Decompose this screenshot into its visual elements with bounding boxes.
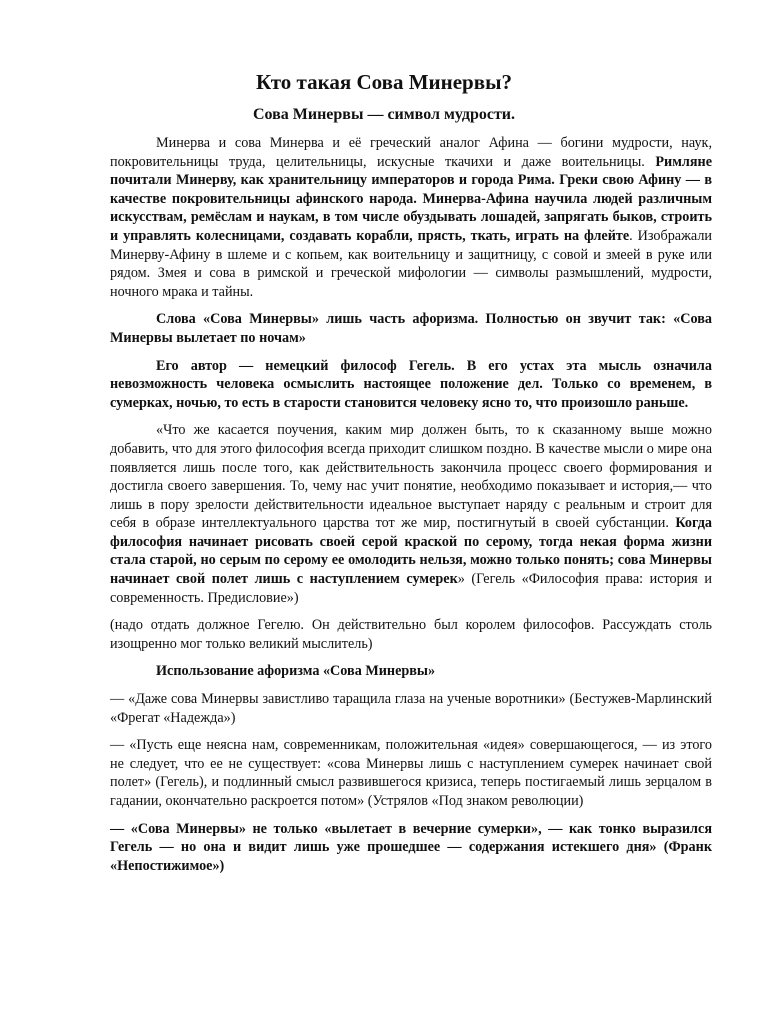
quote-frank: [110, 820, 712, 876]
paragraph-author: [110, 357, 712, 413]
page-subtitle: Сова Минервы — символ мудрости.: [252, 106, 516, 123]
quote-ustryalov: — «Пусть еще неясна нам, современникам, положительная «идея» совершающегося, — из этого не следует, что ее не существует: «сова Минервы лишь с наступлением сумерек начинает свой полет» (Гегель), и подлинный смысл развившегося кризиса, теперь постигаемый лишь зерцалом в гадании, окончательно раскроется потом» (Устрялов «Под знаком революции): [110, 737, 712, 809]
paragraph-author-bold: Его автор — немецкий философ Гегель. В его устах эта мысль означила невозможность человека осмыслить настоящее положение дел. Только со временем, в сумерках, ночью, то есть в старости становится человеку ясно то, что произошло раньше.: [110, 357, 712, 411]
paragraph-intro-text-a: Минерва и сова Минерва и её греческий аналог Афина — богини мудрости, наук, покровительницы труда, целительницы, искусные ткачихи и даже воительницы.: [110, 135, 712, 170]
paragraph-intro-bold: Римляне почитали Минерву, как хранительницу императоров и города Рима. Греки свою Афину — в качестве покровительницы афинского народа. Минерва-Афина научила людей различным искусствам, ремёслам и наукам, в том числе обуздывать лошадей, запрягать быков, строить и управлять колесницами, создавать корабли, прясть, ткать, играть на флейте: [110, 153, 712, 244]
section-heading-usage: Использование афоризма «Сова Минервы»: [156, 663, 436, 680]
paragraph-intro-text-c: . Изображали Минерву-Афину в шлеме и с копьем, как воительницу и защитницу, с совой и змеей в руке или рядом. Змея и сова в римской и греческой мифологии — символы размышлений, мудрости, ночного мрака и тайны.: [110, 227, 712, 300]
hegel-quote-bold: Когда философия начинает рисовать своей серой краской по серому, тогда некая форма жизни стала старой, но серым по серому ее омолодить нельзя, можно только понять; сова Минервы начинает свой полет лишь с наступлением сумерек: [110, 515, 712, 588]
paragraph-hegel-quote: [110, 421, 712, 607]
paragraph-intro: [110, 134, 712, 301]
paragraph-aphorism: [110, 310, 712, 347]
quote-frank-bold: — «Сова Минервы» не только «вылетает в вечерние сумерки», — как тонко выразился Гегель — но она и видит лишь уже прошедшее — содержания истекшего дня» (Франк «Непостижимое»): [110, 820, 712, 874]
hegel-quote-citation: » (Гегель «Философия права: история и современность. Предисловие»): [110, 571, 713, 606]
quote-bestuzhev: — «Даже сова Минервы завистливо таращила глаза на ученые воротники» (Бестужев-Марлинский «Фрегат «Надежда»): [110, 691, 712, 726]
page-title: Кто такая Сова Минервы?: [256, 70, 512, 94]
paragraph-remark: (надо отдать должное Гегелю. Он действительно был королем философов. Рассуждать столь изощренно мог только великий мыслитель): [110, 617, 712, 652]
document-body: [110, 134, 712, 884]
paragraph-aphorism-bold: Слова «Сова Минервы» лишь часть афоризма. Полностью он звучит так: «Сова Минервы вылетает по ночам»: [110, 311, 712, 346]
hegel-quote-text-a: «Что же касается поучения, каким мир должен быть, то к сказанному выше можно добавить, что для этого философия всегда приходит слишком поздно. В качестве мысли о мире она появляется лишь после того, как действительность закончила процесс своего формирования и достигла своего завершения. То, чему нас учит понятие, необходимо показывает и история,— что лишь в пору зрелости действительности идеальное выступает наряду с реальным и строит для себя в образе интеллектуального царства тот же мир, постигнутый в своей субстанции.: [110, 422, 712, 532]
